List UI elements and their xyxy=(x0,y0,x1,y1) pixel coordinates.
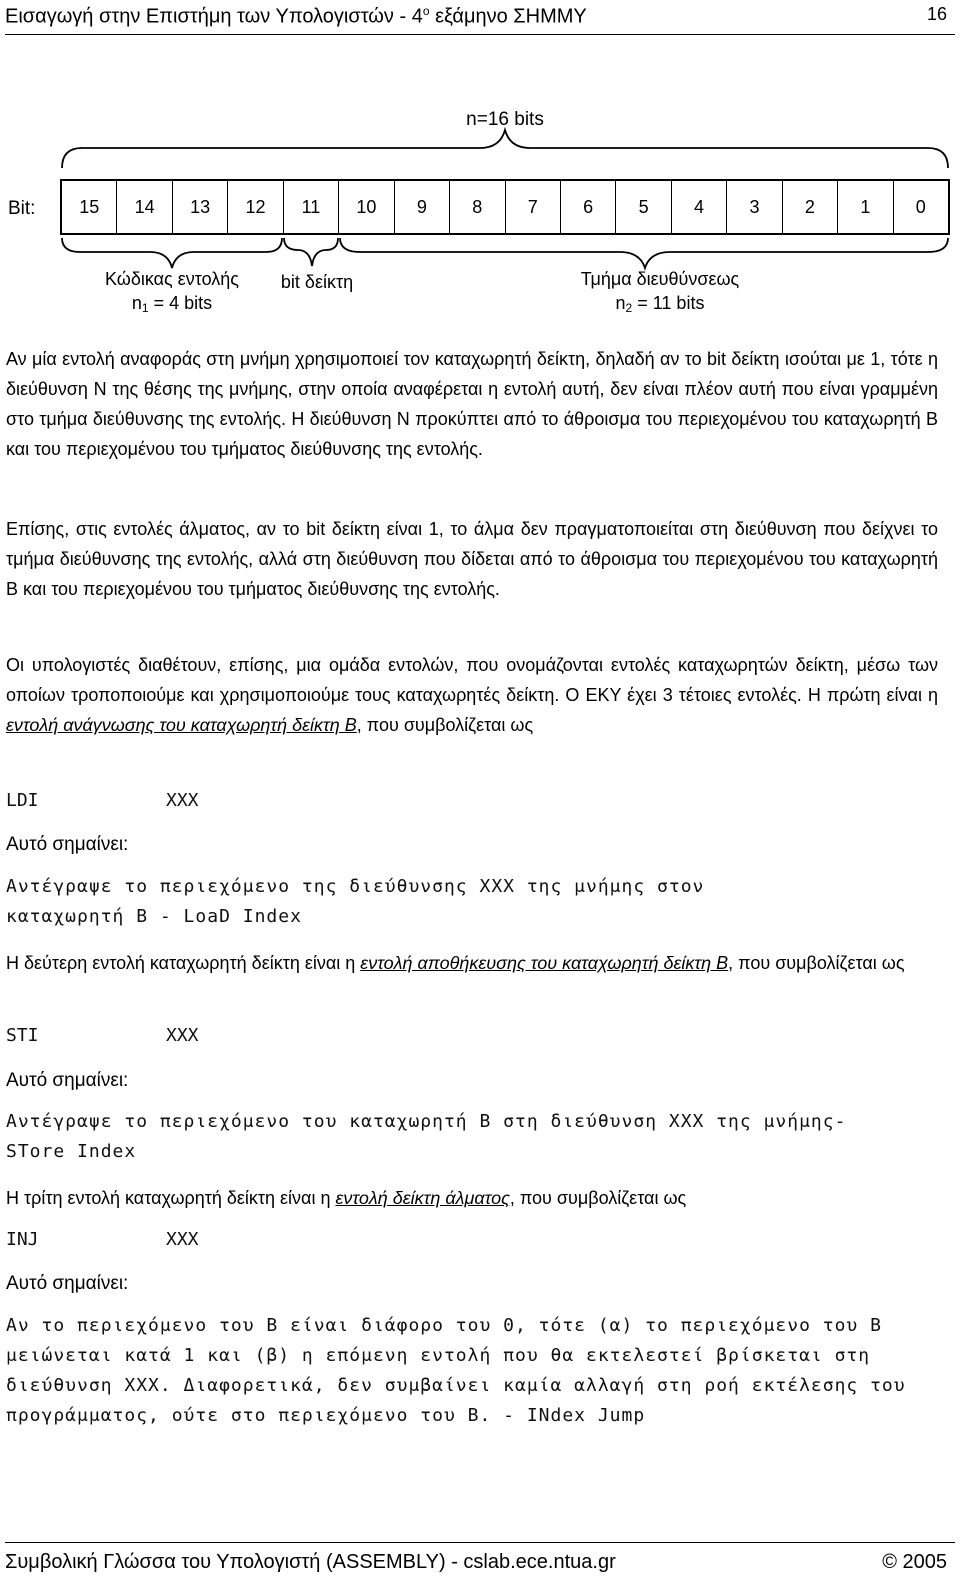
bit-cell-6: 6 xyxy=(561,181,616,233)
bit-row xyxy=(60,179,950,235)
inj-code-line: INJ XXX xyxy=(6,1229,199,1250)
ldi-meaning: Αντέγραψε το περιεχόμενο της διεύθυνσης XXX της μνήμης στον καταχωρητή B - LoaD Index xyxy=(6,876,717,927)
bit-cell-12: 12 xyxy=(228,181,283,233)
bit-cell-3: 3 xyxy=(727,181,782,233)
index-brace xyxy=(284,238,338,266)
top-brace xyxy=(62,130,948,168)
bit-cell-8: 8 xyxy=(450,181,505,233)
sti-meaning-label: Αυτό σημαίνει: xyxy=(6,1070,129,1091)
link-ldi: εντολή ανάγνωσης του καταχωρητή δείκτη B xyxy=(6,715,357,735)
sti-meaning: Αντέγραψε το περιεχόμενο του καταχωρητή B στη διεύθυνση XXX της μνήμης- STore Index xyxy=(6,1111,859,1162)
ldi-code-line: LDI XXX xyxy=(6,790,199,811)
opcode-field-label: Κώδικας εντολής $n_1 = 4$ bits xyxy=(105,269,239,315)
paragraph-sti-intro: Η δεύτερη εντολή καταχωρητή δείκτη είναι η εντολή αποθήκευσης του καταχωρητή δείκτη B, που συμβολίζεται ως xyxy=(6,953,905,973)
instruction-format-diagram xyxy=(0,90,960,330)
bit-cell-7: 7 xyxy=(506,181,561,233)
address-brace xyxy=(340,238,948,268)
bit-cell-14: 14 xyxy=(117,181,172,233)
footer-course: Συμβολική Γλώσσα του Υπολογιστή (ASSEMBLY) - cslab.ece.ntua.gr xyxy=(5,1551,616,1573)
bit-cell-15: 15 xyxy=(62,181,117,233)
paragraph-index-memory: Αν μία εντολή αναφοράς στη μνήμη χρησιμοποιεί τον καταχωρητή δείκτη, δηλαδή αν το bit δείκτη ισούται με 1, τότε η διεύθυνση N της θέσης της μνήμης, στην οποία αναφέρεται η εντολή αυτή, δεν είναι πλέον αυτή που είναι γραμμένη στο τμήμα διεύθυνσης της εντολής. Η διεύθυνση N προκύπτει από το άθροισμα του περιεχομένου του καταχωρητή B και του περιεχομένου του τμήματος διεύθυνσης της εντολής. xyxy=(6,349,938,459)
bit-cell-13: 13 xyxy=(173,181,228,233)
bit-cell-11: 11 xyxy=(284,181,339,233)
bit-cell-1: 1 xyxy=(838,181,893,233)
bit-row-label: Bit: xyxy=(8,198,36,219)
opcode-brace xyxy=(62,238,282,268)
paragraph-index-instructions: Οι υπολογιστές διαθέτουν, επίσης, μια ομάδα εντολών, που ονομάζονται εντολές καταχωρητών δείκτη, μέσω των οποίων τροποποιούμε και χρησιμοποιούμε τους καταχωρητές δείκτη. Ο ΕΚΥ έχει 3 τέτοιες εντολές. Η πρώτη είναι η εντολή ανάγνωσης του καταχωρητή δείκτη B, που συμβολίζεται ως xyxy=(6,655,938,735)
index-bit-field-label: bit δείκτη xyxy=(280,272,354,292)
bit-cell-0: 0 xyxy=(915,196,926,217)
bit-cell-9: 9 xyxy=(395,181,450,233)
page-header xyxy=(5,0,955,35)
total-bits-label: n=16 bits xyxy=(466,109,544,130)
page-footer xyxy=(5,1542,955,1581)
paragraph-inj-intro: Η τρίτη εντολή καταχωρητή δείκτη είναι η εντολή δείκτη άλματος, που συμβολίζεται ως xyxy=(6,1188,687,1208)
footer-copyright: © 2005 xyxy=(882,1551,947,1573)
ldi-meaning-label: Αυτό σημαίνει: xyxy=(6,834,129,855)
bit-cell-10: 10 xyxy=(339,181,394,233)
bit-cell-2: 2 xyxy=(783,181,838,233)
link-inj: εντολή δείκτη άλματος xyxy=(335,1188,510,1208)
bit-cell-4: 4 xyxy=(672,181,727,233)
inj-meaning-label: Αυτό σημαίνει: xyxy=(6,1273,129,1294)
sti-code-line: STI XXX xyxy=(6,1025,199,1046)
inj-meaning: Αν το περιεχόμενο του B είναι διάφορο του 0, τότε (α) το περιεχόμενο του B μειώνεται κατά 1 και (β) η επόμενη εντολή που θα εκτελεστεί βρίσκεται στη διεύθυνση XXX. Διαφορετικά, δεν συμβαίνει καμία αλλαγή στη ροή εκτέλεσης του προγράμματος, ούτε στο περιεχόμενο του B. - INdex Jump xyxy=(6,1315,918,1426)
link-sti: εντολή αποθήκευσης του καταχωρητή δείκτη B xyxy=(360,953,729,973)
page-number: 16 xyxy=(926,4,947,24)
header-title: Εισαγωγή στην Επιστήμη των Υπολογιστών - $4^o$ εξάμηνο ΣΗΜΜΥ xyxy=(5,4,587,28)
bit-cell-5: 5 xyxy=(616,181,671,233)
address-field-label: Τμήμα διευθύνσεως $n_2 = 11$ bits xyxy=(580,269,740,315)
paragraph-index-jump: Επίσης, στις εντολές άλματος, αν το bit δείκτη είναι 1, το άλμα δεν πραγματοποιείται στη διεύθυνση που δείχνει το τμήμα διεύθυνσης της εντολής, αλλά στη διεύθυνση που δίδεται από το άθροισμα του περιεχομένου του καταχωρητή B και του περιεχομένου του τμήματος διεύθυνσης της εντολής. xyxy=(6,519,938,599)
